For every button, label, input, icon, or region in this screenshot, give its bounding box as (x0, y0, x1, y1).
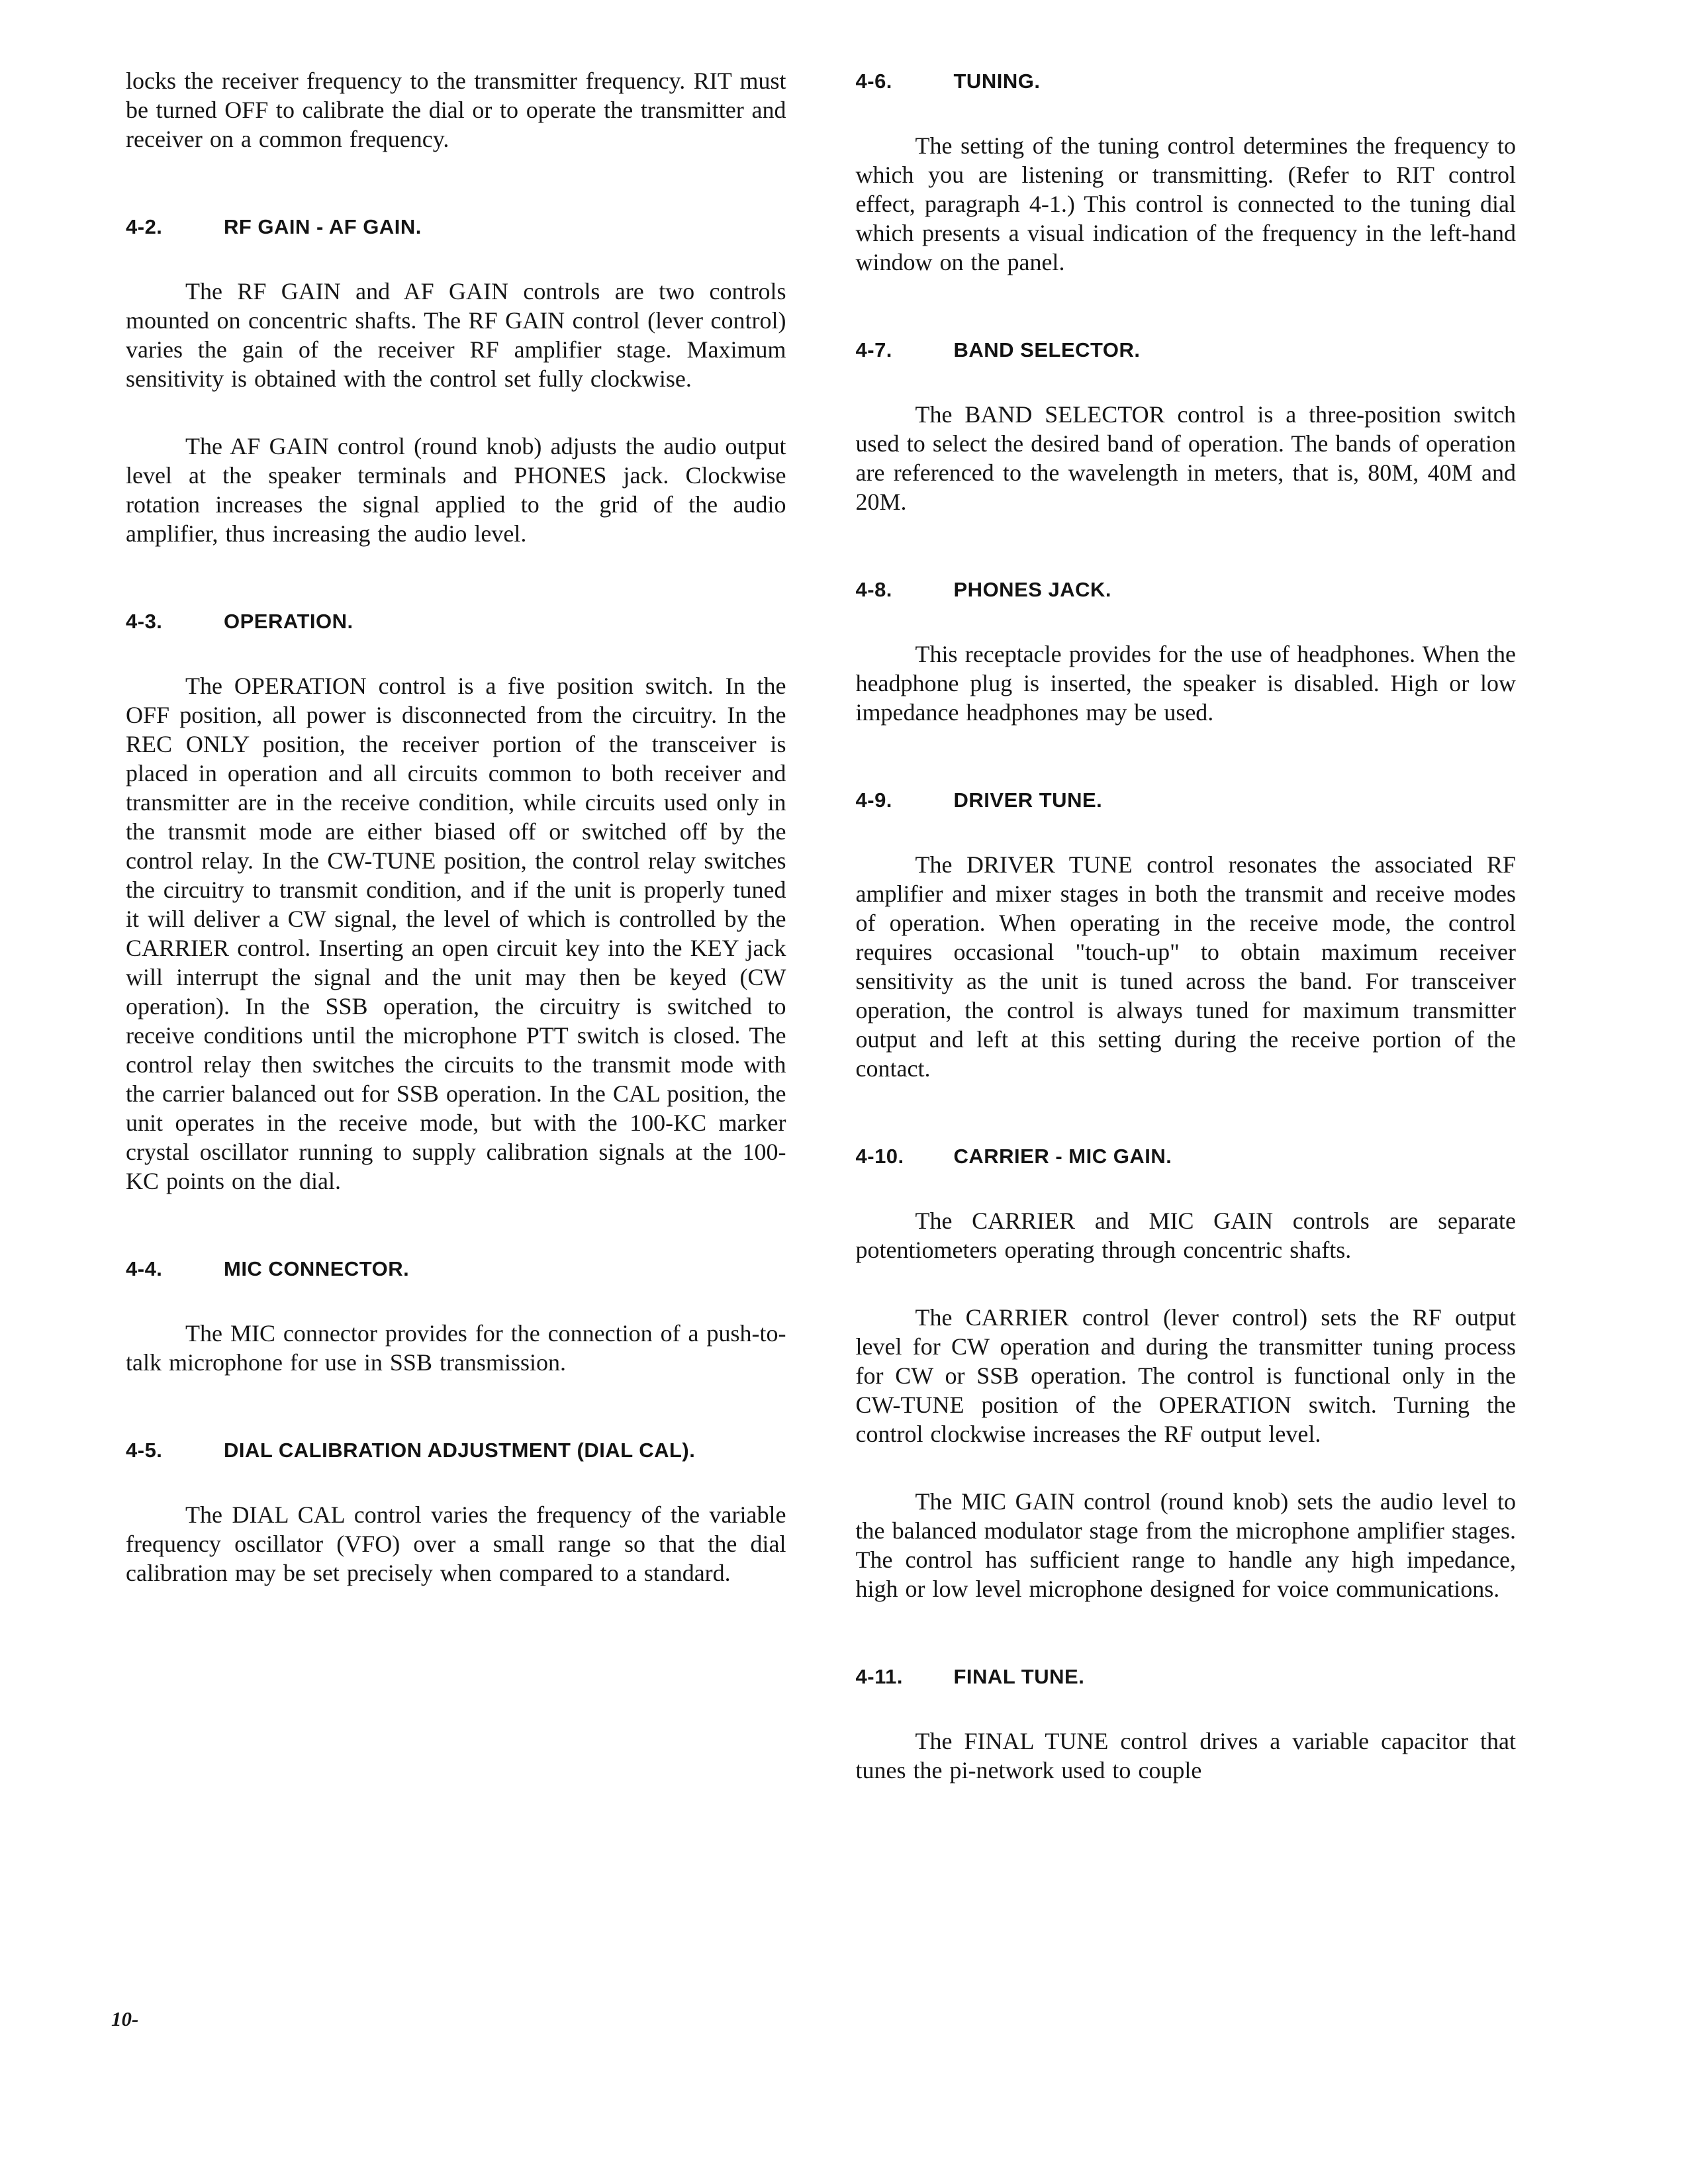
section-number: 4-8. (855, 578, 892, 601)
paragraph: The DRIVER TUNE control resonates the associated RF amplifier and mixer stages in both the transmit and receive modes of operation. When operating in the receive mode, the control requires occasional "touch-up" to obtain maximum receiver sensitivity as the unit is tuned across the band. For transceiver operation, the control is always tuned for maximum transmitter output and left at this setting during the receive portion of the contact. (855, 851, 1516, 1082)
section-title: MIC CONNECTOR. (224, 1257, 410, 1280)
section-heading (856, 1144, 1517, 1169)
section-driver-tune (856, 788, 1517, 1083)
section-title: TUNING. (953, 70, 1041, 93)
section-number: 4-10. (855, 1145, 904, 1168)
section-title: BAND SELECTOR. (953, 338, 1141, 361)
section-title: DIAL CALIBRATION ADJUSTMENT (DIAL CAL). (224, 1439, 696, 1462)
section-heading (126, 214, 786, 240)
page-number: 10- (111, 2007, 139, 2030)
paragraph: The CARRIER and MIC GAIN controls are separate potentiometers operating through concentric shafts. (855, 1208, 1516, 1263)
section-mic-connector (126, 1257, 786, 1377)
section-number: 4-5. (126, 1439, 163, 1462)
paragraph: The CARRIER control (lever control) sets the RF output level for CW operation and during the transmitter tuning process for CW or SSB operation. The control is functional only in the CW-TUNE position of the OPERATION switch. Turning the control clockwise increases the RF output level. (855, 1304, 1516, 1447)
section-final-tune (856, 1664, 1517, 1785)
section-dial-cal (126, 1438, 786, 1588)
section-number: 4-4. (126, 1257, 163, 1280)
paragraph: The OPERATION control is a five position switch. In the OFF position, all power is disconnected from the circuitry. In the REC ONLY position, the receiver portion of the transceiver is placed in operation and all circuits common to both receiver and transmitter are in the receive condition, while circuits used only in the transmit mode are either biased off or switched off by the control relay. In the CW-TUNE position, the control relay switches the circuitry to transmit condition, and if the unit is properly tuned it will deliver a CW signal, the level of which is controlled by the CARRIER control. Inserting an open circuit key into the KEY jack will interrupt the signal and the unit may then be keyed (CW operation). In the SSB operation, the circuitry is switched to receive conditions until the microphone PTT switch is closed. The control relay then switches the circuits to the transmit mode with the carrier balanced out for SSB operation. In the CAL position, the unit operates in the receive mode, but with the 100-KC marker crystal oscillator running to supply calibration signals at the 100-KC points on the dial. (126, 673, 786, 1194)
paragraph: The RF GAIN and AF GAIN controls are two controls mounted on concentric shafts. The RF GAIN control (lever control) varies the gain of the receiver RF amplifier stage. Maximum sensitivity is obtained with the control set fully clockwise. (126, 278, 786, 392)
paragraph: The BAND SELECTOR control is a three-position switch used to select the desired band of operation. The bands of operation are referenced to the wavelength in meters, that is, 80M, 40M and 20M. (855, 401, 1516, 515)
section-title: OPERATION. (224, 610, 353, 633)
section-heading (856, 338, 1517, 363)
section-title: DRIVER TUNE. (953, 788, 1103, 812)
section-heading (126, 1438, 786, 1463)
section-number: 4-3. (126, 610, 163, 633)
section-heading (856, 577, 1517, 602)
section-title: FINAL TUNE. (953, 1665, 1085, 1688)
section-heading (856, 1664, 1517, 1689)
section-heading (126, 1257, 786, 1282)
right-column (856, 66, 1517, 1823)
section-carrier-mic-gain (856, 1144, 1517, 1603)
section-phones-jack (856, 577, 1517, 727)
section-heading (856, 788, 1517, 813)
paragraph: The AF GAIN control (round knob) adjusts the audio output level at the speaker terminals and PHONES jack. Clockwise rotation increases the signal applied to the grid of the audio amplifier, thus increasing the audio level. (126, 433, 786, 547)
section-heading (856, 69, 1517, 94)
section-title: PHONES JACK. (953, 578, 1112, 601)
section-number: 4-7. (855, 338, 892, 361)
left-column (126, 66, 786, 1626)
section-heading (126, 609, 786, 634)
section-band-selector (856, 338, 1517, 516)
section-tuning (856, 69, 1517, 277)
section-number: 4-6. (855, 70, 892, 93)
paragraph: The FINAL TUNE control drives a variable capacitor that tunes the pi-network used to couple (855, 1728, 1516, 1783)
paragraph: The setting of the tuning control determines the frequency to which you are listening or transmitting. (Refer to RIT control effect, paragraph 4-1.) This control is connected to the tuning dial which presents a visual indication of the frequency in the left-hand window on the panel. (855, 132, 1516, 275)
section-title: RF GAIN - AF GAIN. (224, 215, 422, 238)
section-operation (126, 609, 786, 1196)
continuation-paragraph: locks the receiver frequency to the transmitter frequency. RIT must be turned OFF to calibrate the dial or to operate the transmitter and receiver on a common frequency. (126, 68, 786, 152)
paragraph: This receptacle provides for the use of headphones. When the headphone plug is inserted, the speaker is disabled. High or low impedance headphones may be used. (855, 641, 1516, 726)
paragraph: The DIAL CAL control varies the frequency of the variable frequency oscillator (VFO) over a small range so that the dial calibration may be set precisely when compared to a standard. (126, 1501, 786, 1586)
paragraph: The MIC GAIN control (round knob) sets the audio level to the balanced modulator stage from the microphone amplifier stages. The control has sufficient range to handle any high impedance, high or low level microphone designed for voice communications. (855, 1488, 1516, 1602)
two-column-layout (126, 66, 1516, 1823)
section-title: CARRIER - MIC GAIN. (953, 1145, 1172, 1168)
section-rf-gain-af-gain (126, 214, 786, 548)
section-number: 4-2. (126, 215, 163, 238)
section-number: 4-9. (855, 788, 892, 812)
paragraph: The MIC connector provides for the connection of a push-to-talk microphone for use in SSB transmission. (126, 1320, 786, 1376)
section-number: 4-11. (855, 1665, 903, 1688)
